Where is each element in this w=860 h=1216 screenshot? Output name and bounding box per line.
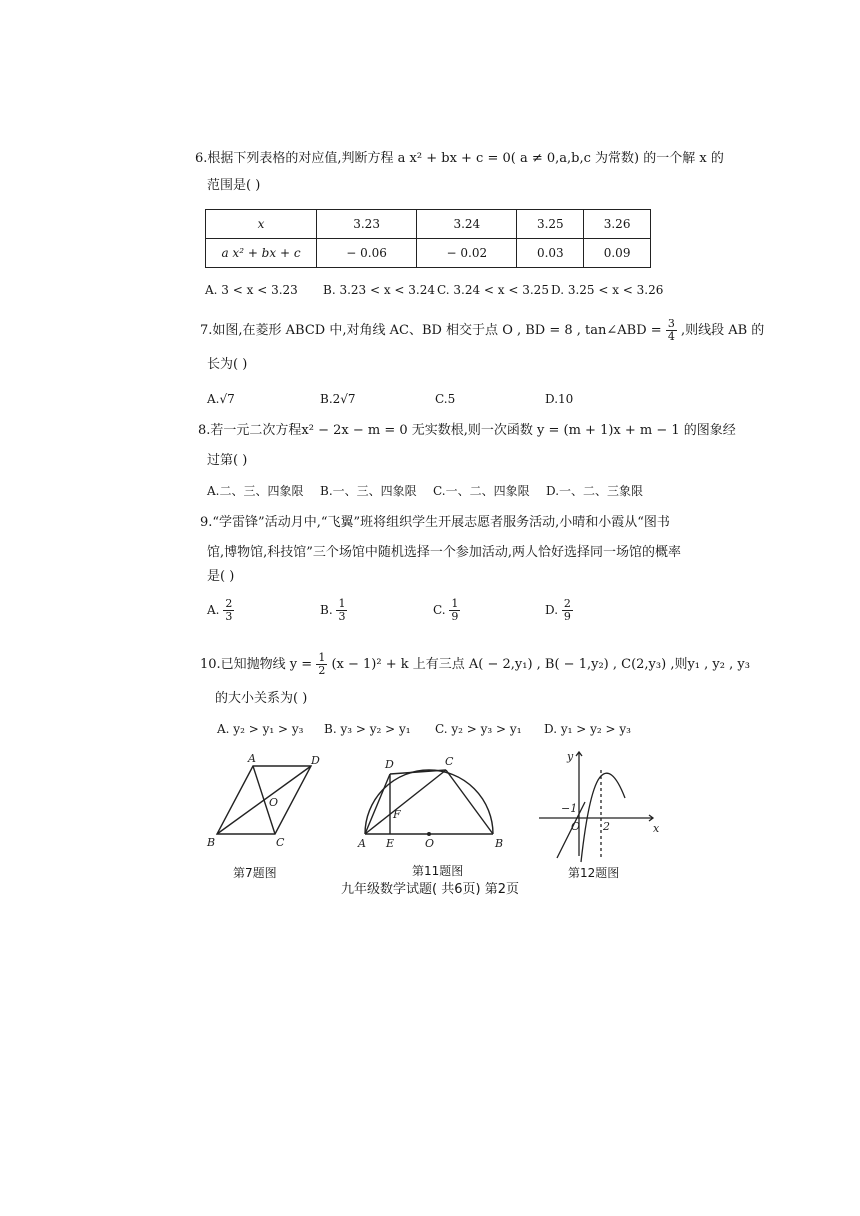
fig7-label-b: B: [207, 836, 216, 849]
fig12-label-neg1: −1: [561, 802, 578, 815]
fig11-segment-ac: [365, 770, 446, 834]
fig7-label-a: A: [248, 752, 256, 765]
q6-option-a: A. 3 < x < 3.23: [205, 283, 298, 297]
q8-option-a: A.二、三、四象限: [207, 484, 304, 498]
table-header-cell: 3.25: [517, 210, 584, 239]
q10-option-b: B. y₃ > y₂ > y₁: [324, 722, 411, 736]
table-cell: a x² + bx + c: [206, 239, 317, 268]
fig7-label-c: C: [276, 836, 285, 849]
q7-line1: [200, 318, 764, 343]
table-row: [206, 239, 651, 268]
fig12-label-o: O: [571, 820, 581, 833]
q10-fraction-num: 1: [318, 651, 326, 664]
q9-option-d-fraction: [562, 598, 573, 623]
q9-line1: 9.“学雷锋”活动月中,“飞翼”班将组织学生开展志愿者服务活动,小晴和小霞从“图书: [200, 515, 670, 530]
table-cell: 0.09: [584, 239, 651, 268]
table-header-cell: x: [206, 210, 317, 239]
q9-option-b-label: B.: [320, 603, 333, 617]
q6-line2: 范围是( ): [207, 178, 261, 193]
table-header-cell: 3.24: [417, 210, 517, 239]
fraction-num: 1: [451, 597, 459, 610]
fig11-label-b: B: [495, 837, 504, 850]
q10-fraction: [316, 652, 327, 677]
q9-option-b: [320, 598, 347, 623]
q7-option-a: A.√7: [207, 392, 235, 406]
fig12-parabola-diagram: [535, 746, 665, 864]
fig11-label-f: F: [393, 808, 401, 821]
q10-option-a: A. y₂ > y₁ > y₃: [217, 722, 304, 736]
fig11-semicircle-diagram: [355, 752, 515, 852]
q10-line1: [200, 652, 750, 677]
table-cell: − 0.06: [317, 239, 417, 268]
q6-option-c: C. 3.24 < x < 3.25: [437, 283, 549, 297]
table-header-cell: 3.23: [317, 210, 417, 239]
q9-option-d-label: D.: [545, 603, 559, 617]
fraction-num: 2: [563, 597, 571, 610]
q8-option-d: D.一、二、三象限: [546, 484, 644, 498]
fig11-label-a: A: [358, 837, 366, 850]
q9-option-c-fraction: [449, 598, 460, 623]
q7-line1-text-b: ,则线段 AB 的: [680, 323, 765, 338]
fig7-label-o: O: [269, 796, 279, 809]
fig12-caption: 第12题图: [568, 866, 620, 880]
fig12-label-y: y: [567, 750, 574, 763]
fraction-den: 9: [451, 610, 459, 623]
q8-option-c: C.一、二、四象限: [433, 484, 530, 498]
q6-value-table: [205, 209, 651, 268]
fig11-segment-cb: [446, 770, 493, 834]
q8-line1: 8.若一元二次方程x² − 2x − m = 0 无实数根,则一次函数 y = (m + 1)x + m − 1 的图象经: [198, 423, 736, 438]
q6-option-d: D. 3.25 < x < 3.26: [551, 283, 664, 297]
table-header-cell: 3.26: [584, 210, 651, 239]
fig11-label-o: O: [425, 837, 435, 850]
q9-option-b-fraction: [336, 598, 347, 623]
fig7-rhombus-diagram: [205, 752, 335, 852]
q10-option-d: D. y₁ > y₂ > y₃: [544, 722, 631, 736]
q7-fraction-num: 3: [667, 317, 675, 330]
fraction-den: 9: [563, 610, 571, 623]
q9-line2: 馆,博物馆,科技馆”三个场馆中随机选择一个参加活动,两人恰好选择同一场馆的概率: [207, 545, 682, 560]
fig12-label-x: x: [653, 822, 660, 835]
fig11-caption: 第11题图: [412, 864, 464, 878]
q6-line1: 6.根据下列表格的对应值,判断方程 a x² + bx + c = 0( a ≠ 0,a,b,c 为常数) 的一个解 x 的: [195, 151, 724, 166]
fig12-label-two: 2: [603, 820, 610, 833]
q9-option-a-label: A.: [207, 603, 220, 617]
fig7-diagonal-bd: [217, 766, 311, 834]
fig11-label-e: E: [386, 837, 395, 850]
q10-line1-text-a: 10.已知抛物线 y =: [200, 657, 313, 672]
q10-option-c: C. y₂ > y₃ > y₁: [435, 722, 522, 736]
q9-line3: 是( ): [207, 569, 235, 584]
q9-option-a: [207, 598, 234, 623]
fraction-den: 3: [338, 610, 346, 623]
fig11-arc: [365, 770, 493, 834]
fig11-center-point: [427, 832, 431, 836]
table-row: [206, 210, 651, 239]
q9-option-d: [545, 598, 573, 623]
q7-line1-text-a: 7.如图,在菱形 ABCD 中,对角线 AC、BD 相交于点 O , BD = 8 , tan∠ABD =: [200, 323, 662, 338]
q7-fraction: [666, 318, 677, 343]
fraction-num: 2: [225, 597, 233, 610]
q9-option-a-fraction: [223, 598, 234, 623]
q7-line2: 长为( ): [207, 357, 248, 372]
fig11-label-d: D: [385, 758, 394, 771]
q10-fraction-den: 2: [318, 664, 326, 677]
table-cell: 0.03: [517, 239, 584, 268]
q8-option-b: B.一、三、四象限: [320, 484, 417, 498]
fig11-label-c: C: [445, 755, 454, 768]
fraction-den: 3: [225, 610, 233, 623]
fraction-num: 1: [338, 597, 346, 610]
q7-option-d: D.10: [545, 392, 574, 406]
q9-option-c-label: C.: [433, 603, 446, 617]
q7-fraction-den: 4: [667, 330, 675, 343]
fig7-caption: 第7题图: [233, 866, 277, 880]
q8-line2: 过第( ): [207, 453, 248, 468]
q7-option-c: C.5: [435, 392, 456, 406]
fig7-label-d: D: [311, 754, 320, 767]
q7-option-b: B.2√7: [320, 392, 356, 406]
q9-option-c: [433, 598, 460, 623]
page-footer: 九年级数学试题( 共6页) 第2页: [341, 882, 519, 897]
table-cell: − 0.02: [417, 239, 517, 268]
q6-option-b: B. 3.23 < x < 3.24: [323, 283, 436, 297]
q10-line2: 的大小关系为( ): [215, 691, 308, 706]
q10-line1-text-b: (x − 1)² + k 上有三点 A( − 2,y₁) , B( − 1,y₂) , C(2,y₃) ,则y₁ , y₂ , y₃: [331, 657, 750, 672]
